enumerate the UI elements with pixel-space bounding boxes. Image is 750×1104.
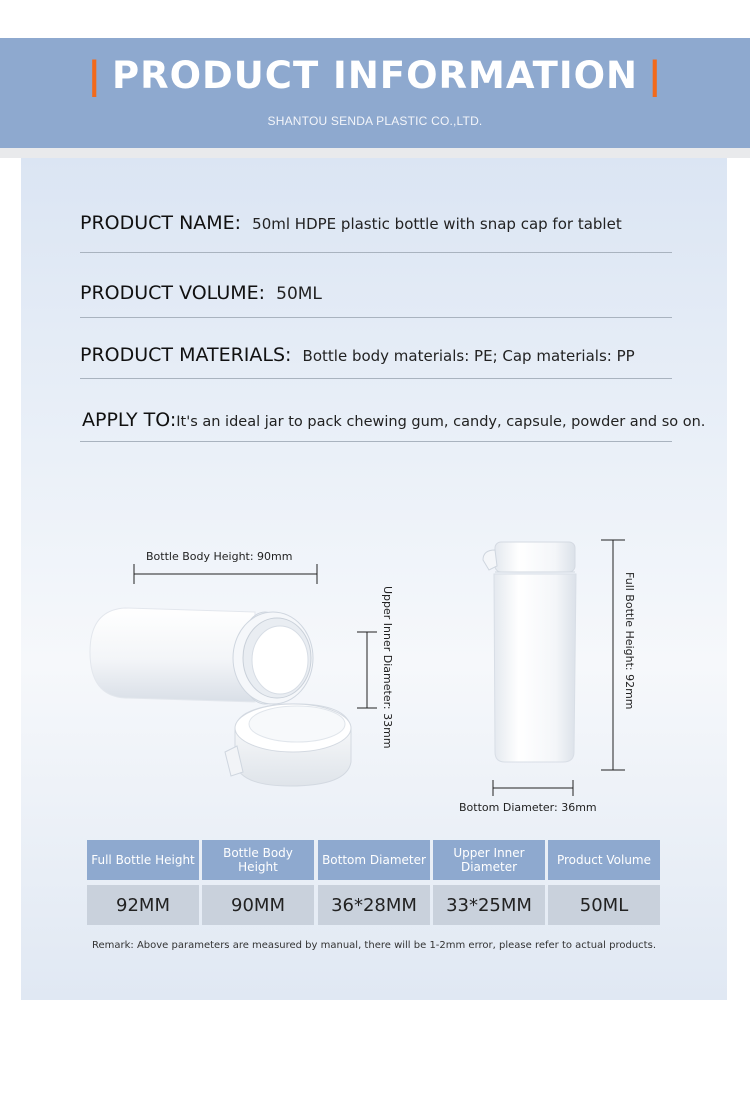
apply-to-label: APPLY TO: (82, 409, 177, 431)
product-name-label: PRODUCT NAME: (80, 212, 242, 234)
apply-to-value: It's an ideal jar to pack chewing gum, candy, capsule, powder and so on. (176, 414, 706, 430)
remark-text: Remark: Above parameters are measured by manual, there will be 1-2mm error, please refer to actual products. (91, 940, 656, 951)
table-header: Bottle Body Height (202, 840, 314, 880)
product-volume-value: 50ML (276, 284, 322, 304)
table-header: Full Bottle Height (87, 840, 199, 880)
body-height-label: Bottle Body Height: 90mm (146, 550, 293, 563)
title-bar-right: | (648, 54, 663, 97)
apply-to-row (80, 409, 706, 442)
company-name: SHANTOU SENDA PLASTIC CO.,LTD. (267, 114, 483, 128)
page-title (0, 54, 750, 97)
product-materials-value: Bottle body materials: PE; Cap materials: PP (302, 347, 635, 365)
bottle-upright-image (465, 530, 635, 800)
title-bar-left: | (87, 54, 102, 97)
table-header: Product Volume (548, 840, 660, 880)
table-cell: 36*28MM (318, 885, 430, 925)
table-cell: 92MM (87, 885, 199, 925)
bottom-diameter-label: Bottom Diameter: 36mm (459, 801, 597, 814)
header-divider (0, 148, 750, 158)
table-cell: 90MM (202, 885, 314, 925)
full-height-label: Full Bottle Height: 92mm (623, 572, 636, 710)
product-materials-label: PRODUCT MATERIALS: (80, 344, 292, 366)
product-name-value: 50ml HDPE plastic bottle with snap cap for tablet (252, 215, 622, 233)
table-header: Bottom Diameter (318, 840, 430, 880)
table-header: Upper Inner Diameter (433, 840, 545, 880)
header-banner (0, 38, 750, 148)
upper-diameter-label: Upper Inner Diameter: 33mm (381, 586, 394, 749)
product-volume-row (80, 282, 672, 318)
product-name-row (80, 212, 672, 253)
product-volume-label: PRODUCT VOLUME: (80, 282, 266, 304)
title-text: PRODUCT INFORMATION (111, 54, 639, 97)
bottle-side-image (85, 540, 395, 810)
product-materials-row (80, 344, 672, 379)
table-cell: 33*25MM (433, 885, 545, 925)
table-cell: 50ML (548, 885, 660, 925)
